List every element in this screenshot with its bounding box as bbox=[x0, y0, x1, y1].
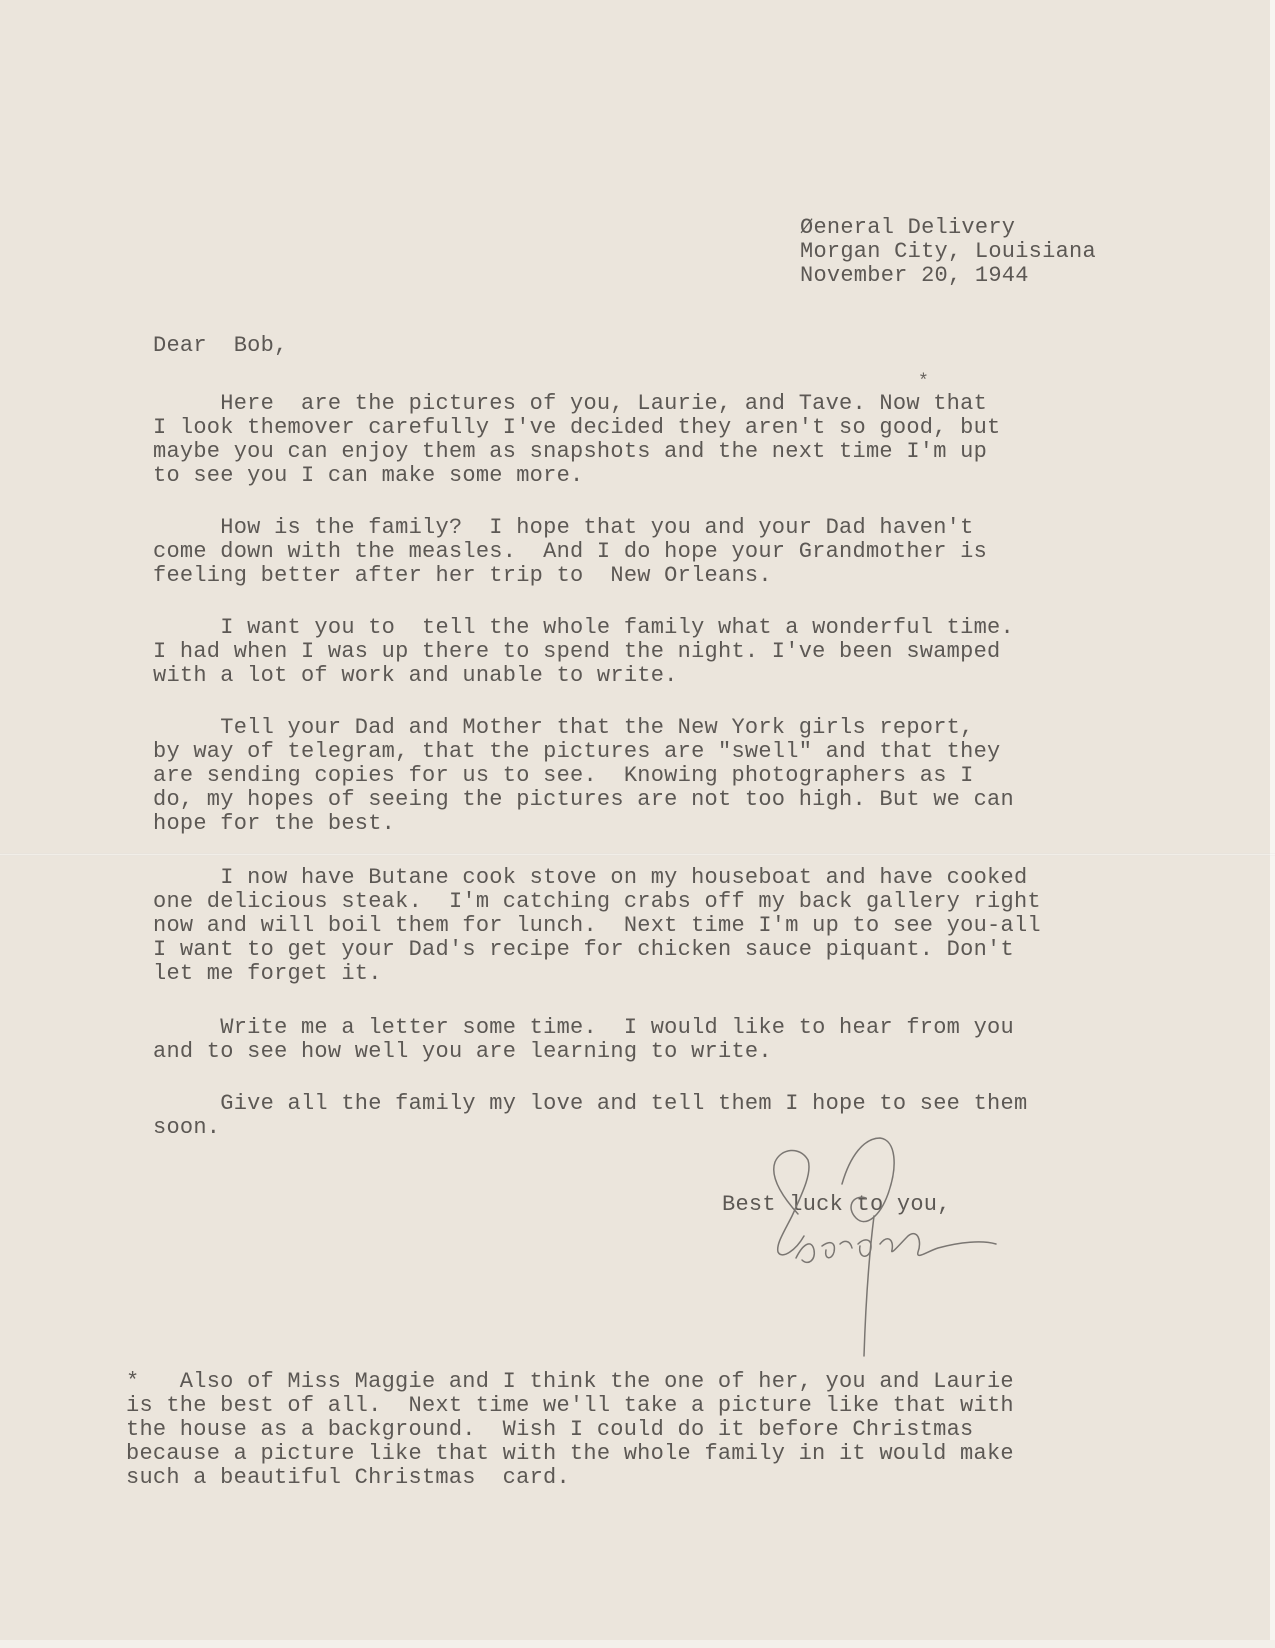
address-line-2: Morgan City, Louisiana bbox=[800, 239, 1096, 264]
paragraph-houseboat: I now have Butane cook stove on my houseboat and have cooked one delicious steak. I'm catching crabs off my back gallery right now and will boil them for lunch. Next time I'm up to see you-all I want to get your Dad's recipe for chicken sauce piquant. Don't let me forget it. bbox=[153, 865, 1041, 986]
scan-margin-right bbox=[1270, 0, 1275, 1648]
paragraph-write: Write me a letter some time. I would like to hear from you and to see how well you are learning to write. bbox=[153, 1015, 1014, 1064]
paragraph-new-york: Tell your Dad and Mother that the New York girls report, by way of telegram, that the pictures are "swell" and that they are sending copies for us to see. Knowing photographers as I do, my hopes of seeing the pictures are not too high. But we can hope for the best. bbox=[153, 715, 1014, 836]
paragraph-visit: I want you to tell the whole family what a wonderful time. I had when I was up there to spend the night. I've been swamped with a lot of work and unable to write. bbox=[153, 615, 1014, 688]
scan-margin-bottom bbox=[0, 1640, 1275, 1648]
address-line-1: Øeneral Delivery bbox=[800, 215, 1016, 240]
handwritten-signature bbox=[770, 1132, 1002, 1360]
postscript: * Also of Miss Maggie and I think the one of her, you and Laurie is the best of all. Next time we'll take a picture like that with the house as a background. Wish I could do it before Christmas because a picture like that with the whole family in it would make such a beautiful Christmas card. bbox=[126, 1369, 1014, 1490]
letter-date: November 20, 1944 bbox=[800, 263, 1029, 288]
paragraph-family: How is the family? I hope that you and your Dad haven't come down with the measles. And I do hope your Grandmother is feeling better after her trip to New Orleans. bbox=[153, 515, 988, 588]
paragraph-love: Give all the family my love and tell them I hope to see them soon. bbox=[153, 1091, 1028, 1140]
footnote-asterisk: * bbox=[918, 372, 929, 392]
paragraph-pictures: Here are the pictures of you, Laurie, and Tave. Now that I look themover carefully I've decided they aren't so good, but maybe you can enjoy them as snapshots and the next time I'm up to see you I can make some more. bbox=[153, 391, 1001, 488]
paper-fold-crease bbox=[0, 853, 1275, 856]
salutation: Dear Bob, bbox=[153, 333, 288, 358]
closing: Best luck to you, bbox=[722, 1192, 951, 1217]
